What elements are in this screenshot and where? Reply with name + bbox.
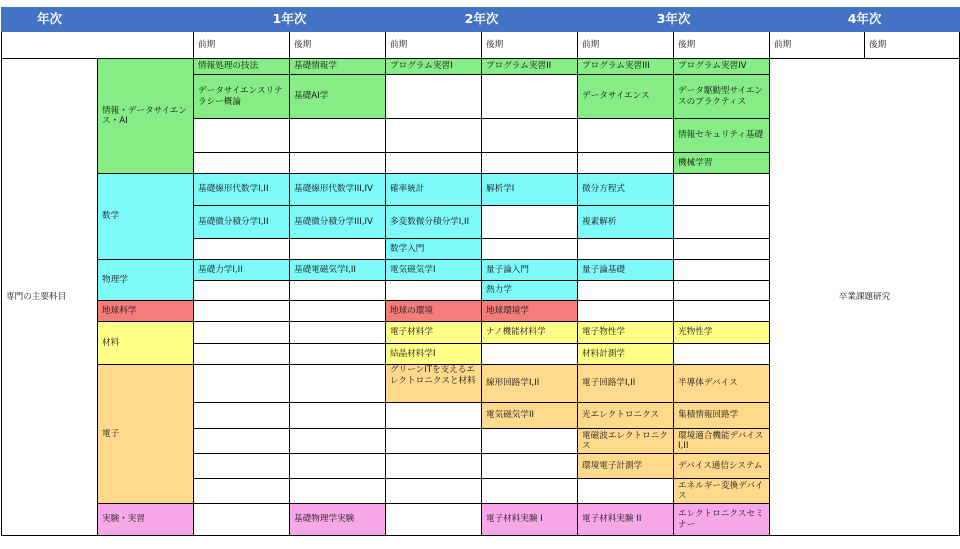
course-cell <box>194 281 290 301</box>
course-cell <box>194 479 290 504</box>
course-cell: 解析学I <box>482 174 578 206</box>
course-cell <box>482 429 578 454</box>
course-cell: 基礎情報学 <box>290 59 386 75</box>
course-cell: 量子論基礎 <box>578 260 674 281</box>
course-cell <box>290 344 386 365</box>
course-cell: 複素解析 <box>578 206 674 239</box>
course-cell <box>194 454 290 479</box>
course-cell: 基礎線形代数学I,II <box>194 174 290 206</box>
course-cell: 基礎AI学 <box>290 75 386 119</box>
course-cell <box>290 153 386 174</box>
course-cell: 情報セキュリティ基礎 <box>674 119 770 153</box>
year-column-label: 年次 <box>2 8 98 32</box>
course-cell <box>194 403 290 429</box>
graduation-research-label: 卒業課題研究 <box>770 59 960 536</box>
course-cell: 数学入門 <box>386 239 482 260</box>
course-cell <box>386 153 482 174</box>
category-math: 数学 <box>98 174 194 260</box>
course-cell <box>578 301 674 322</box>
course-cell <box>578 119 674 153</box>
semester-header: 前期 <box>386 32 482 59</box>
course-cell: 基礎線形代数学III,IV <box>290 174 386 206</box>
course-cell <box>674 344 770 365</box>
course-cell <box>290 454 386 479</box>
course-cell: 電磁波エレクトロニクス <box>578 429 674 454</box>
course-cell: エネルギー変換デバイス <box>674 479 770 504</box>
course-cell <box>386 504 482 536</box>
course-cell <box>290 281 386 301</box>
course-cell: データサイエンスリテラシー概論 <box>194 75 290 119</box>
course-cell: 電子材料学 <box>386 322 482 344</box>
course-cell: デバイス通信システム <box>674 454 770 479</box>
course-cell <box>194 153 290 174</box>
course-cell: 基礎微分積分学III,IV <box>290 206 386 239</box>
course-cell: 電気磁気学I <box>386 260 482 281</box>
course-cell <box>290 365 386 403</box>
course-cell: 機械学習 <box>674 153 770 174</box>
main-subjects-label: 専門の主要科目 <box>2 59 98 536</box>
course-cell: 電気磁気学II <box>482 403 578 429</box>
year-4-header: 4年次 <box>770 8 960 32</box>
course-cell: 光物性学 <box>674 322 770 344</box>
course-cell <box>482 153 578 174</box>
year-1-header: 1年次 <box>194 8 386 32</box>
course-cell: プログラム実習IV <box>674 59 770 75</box>
course-cell <box>290 403 386 429</box>
year-2-header: 2年次 <box>386 8 578 32</box>
category-physics: 物理学 <box>98 260 194 301</box>
course-cell: 地球環境学 <box>482 301 578 322</box>
course-cell: 線形回路学I,II <box>482 365 578 403</box>
course-cell <box>674 281 770 301</box>
year-header-row <box>2 8 960 32</box>
course-cell: 電子物性学 <box>578 322 674 344</box>
category-lab: 実験・実習 <box>98 504 194 536</box>
semester-header: 前期 <box>194 32 290 59</box>
course-cell <box>386 429 482 454</box>
course-cell <box>482 119 578 153</box>
course-cell: 基礎微分積分学I,II <box>194 206 290 239</box>
course-cell: 地球の環境 <box>386 301 482 322</box>
semester-header: 前期 <box>578 32 674 59</box>
course-cell <box>290 429 386 454</box>
course-cell: データ駆動型サイエンスのプラクティス <box>674 75 770 119</box>
course-cell <box>290 301 386 322</box>
course-cell <box>578 479 674 504</box>
course-cell: プログラム実習I <box>386 59 482 75</box>
course-cell: 結晶材料学I <box>386 344 482 365</box>
semester-header: 前期 <box>770 32 865 59</box>
course-cell: 基礎力学I,II <box>194 260 290 281</box>
course-cell <box>482 454 578 479</box>
course-cell: プログラム実習II <box>482 59 578 75</box>
semester-header: 後期 <box>674 32 770 59</box>
course-cell <box>290 479 386 504</box>
course-cell: 多変数微分積分学I,II <box>386 206 482 239</box>
course-cell: 電子材料実験 II <box>578 504 674 536</box>
table-row <box>2 59 960 75</box>
course-cell <box>578 239 674 260</box>
category-info: 情報・データサイエンス・AI <box>98 59 194 174</box>
course-cell: 材料計測学 <box>578 344 674 365</box>
year-3-header: 3年次 <box>578 8 770 32</box>
course-cell: 電子回路学I,II <box>578 365 674 403</box>
course-cell: 環境適合機能デバイスI,II <box>674 429 770 454</box>
course-cell: 基礎物理学実験 <box>290 504 386 536</box>
course-cell <box>194 344 290 365</box>
semester-header: 後期 <box>290 32 386 59</box>
semester-header: 後期 <box>865 32 960 59</box>
course-cell <box>578 153 674 174</box>
course-cell <box>674 260 770 281</box>
course-cell <box>194 119 290 153</box>
course-cell: 光エレクトロニクス <box>578 403 674 429</box>
category-material: 材料 <box>98 322 194 365</box>
course-cell: 微分方程式 <box>578 174 674 206</box>
semester-header: 後期 <box>482 32 578 59</box>
course-cell <box>194 301 290 322</box>
curriculum-table <box>1 7 960 536</box>
course-cell: ナノ機能材料学 <box>482 322 578 344</box>
course-cell <box>674 206 770 239</box>
course-cell <box>194 239 290 260</box>
course-cell <box>386 281 482 301</box>
course-cell <box>482 206 578 239</box>
course-cell: 基礎電磁気学I,II <box>290 260 386 281</box>
course-cell: エレクトロニクスセミナー <box>674 504 770 536</box>
course-cell <box>674 174 770 206</box>
course-cell <box>482 75 578 119</box>
category-electronics: 電子 <box>98 365 194 504</box>
course-cell <box>290 119 386 153</box>
course-cell <box>386 75 482 119</box>
course-cell: 量子論入門 <box>482 260 578 281</box>
course-cell: 集積情報回路学 <box>674 403 770 429</box>
course-cell <box>386 119 482 153</box>
course-cell: 情報処理の技法 <box>194 59 290 75</box>
course-cell <box>290 239 386 260</box>
course-cell: データサイエンス <box>578 75 674 119</box>
course-cell <box>194 504 290 536</box>
course-cell <box>386 403 482 429</box>
course-cell <box>482 239 578 260</box>
course-cell: 確率統計 <box>386 174 482 206</box>
category-earth: 地球科学 <box>98 301 194 322</box>
course-cell: 環境電子計測学 <box>578 454 674 479</box>
course-cell: プログラム実習III <box>578 59 674 75</box>
course-cell <box>194 365 290 403</box>
course-cell <box>578 281 674 301</box>
course-cell <box>194 322 290 344</box>
course-cell: 電子材料実験 I <box>482 504 578 536</box>
course-cell <box>482 479 578 504</box>
course-cell <box>386 454 482 479</box>
semester-header-row <box>2 32 960 59</box>
course-cell <box>674 239 770 260</box>
course-cell <box>482 344 578 365</box>
course-cell: 熱力学 <box>482 281 578 301</box>
course-cell: 半導体デバイス <box>674 365 770 403</box>
course-cell: グリーンITを支えるエレクトロニクスと材料 <box>386 365 482 403</box>
course-cell <box>290 322 386 344</box>
course-cell <box>386 479 482 504</box>
course-cell <box>194 429 290 454</box>
course-cell <box>674 301 770 322</box>
